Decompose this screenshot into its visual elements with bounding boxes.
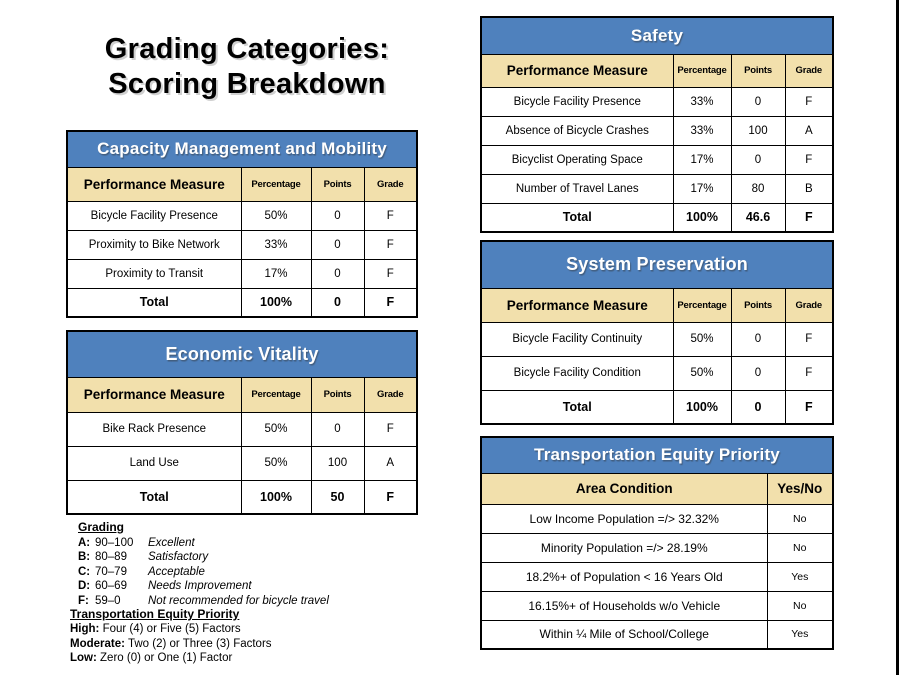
cell-grade: F [364, 259, 417, 288]
cell-percentage: 33% [241, 230, 311, 259]
priority-label: Moderate: [70, 637, 125, 650]
legend-item [78, 550, 329, 565]
cell-grade: F [364, 412, 417, 446]
cell-condition: 16.15%+ of Households w/o Vehicle [481, 591, 767, 620]
equity-legend [70, 607, 272, 665]
cell-percentage: 17% [241, 259, 311, 288]
cell-percentage: 33% [673, 87, 731, 116]
page-title-line2: Scoring Breakdown [108, 68, 386, 100]
table-row [481, 322, 833, 356]
total-row [481, 390, 833, 424]
grade-desc: Acceptable [148, 565, 205, 578]
equity-priority-table [480, 436, 834, 650]
cell-grade: F [364, 201, 417, 230]
cell-measure: Proximity to Transit [67, 259, 241, 288]
column-header: Yes/No [767, 473, 833, 504]
column-header: Points [311, 377, 364, 412]
table-row [67, 412, 417, 446]
cell-yes-no: Yes [767, 562, 833, 591]
cell-measure: Total [67, 288, 241, 317]
cell-percentage: 100% [241, 480, 311, 514]
cell-grade: F [785, 203, 833, 232]
column-header: Performance Measure [481, 288, 673, 322]
cell-points: 0 [731, 390, 785, 424]
table-title-band: System Preservation [481, 241, 833, 288]
legend-item [70, 637, 272, 651]
table-row [481, 87, 833, 116]
cell-yes-no: Yes [767, 620, 833, 649]
table-row [67, 201, 417, 230]
cell-measure: Total [481, 203, 673, 232]
cell-measure: Bicycle Facility Continuity [481, 322, 673, 356]
cell-yes-no: No [767, 591, 833, 620]
grade-range: 59–0 [95, 594, 121, 607]
cell-points: 0 [731, 322, 785, 356]
cell-measure: Land Use [67, 446, 241, 480]
cell-measure: Number of Travel Lanes [481, 174, 673, 203]
cell-points: 0 [731, 145, 785, 174]
column-header: Performance Measure [67, 167, 241, 201]
table-row [481, 591, 833, 620]
grade-range: 70–79 [95, 565, 127, 578]
cell-percentage: 100% [673, 390, 731, 424]
cell-points: 0 [311, 412, 364, 446]
table-row [481, 174, 833, 203]
cell-percentage: 100% [673, 203, 731, 232]
table-row [481, 620, 833, 649]
legend-item [78, 536, 329, 551]
safety-table [480, 16, 834, 233]
grading-legend [78, 520, 329, 609]
column-header: Percentage [673, 54, 731, 87]
capacity-table [66, 130, 418, 318]
cell-measure: Absence of Bicycle Crashes [481, 116, 673, 145]
cell-measure: Total [481, 390, 673, 424]
cell-points: 0 [731, 87, 785, 116]
cell-points: 0 [311, 288, 364, 317]
column-header: Area Condition [481, 473, 767, 504]
column-header: Grade [364, 377, 417, 412]
cell-condition: 18.2%+ of Population < 16 Years Old [481, 562, 767, 591]
column-header: Performance Measure [481, 54, 673, 87]
cell-percentage: 50% [241, 412, 311, 446]
cell-measure: Bicycle Facility Condition [481, 356, 673, 390]
legend-item [78, 565, 329, 580]
system-preservation-table [480, 240, 834, 425]
table-row [481, 356, 833, 390]
cell-grade: F [364, 480, 417, 514]
cell-grade: A [785, 116, 833, 145]
grade-desc: Needs Improvement [148, 580, 252, 593]
page-title-line1: Grading Categories: [104, 33, 390, 65]
table-title-band: Safety [481, 17, 833, 54]
cell-percentage: 17% [673, 174, 731, 203]
column-header: Grade [785, 288, 833, 322]
table-row [481, 116, 833, 145]
cell-points: 46.6 [731, 203, 785, 232]
table-row [67, 259, 417, 288]
grade-range: 60–69 [95, 580, 127, 593]
cell-measure: Bike Rack Presence [67, 412, 241, 446]
page-title [32, 32, 462, 102]
column-header: Percentage [241, 167, 311, 201]
cell-grade: F [785, 390, 833, 424]
grade-letter: F: [78, 594, 89, 607]
cell-points: 0 [311, 259, 364, 288]
legend-item [70, 622, 272, 636]
legend-item [70, 651, 272, 665]
total-row [481, 203, 833, 232]
cell-measure: Proximity to Bike Network [67, 230, 241, 259]
column-header: Points [311, 167, 364, 201]
grade-letter: A: [78, 536, 91, 549]
table-row [481, 562, 833, 591]
grade-range: 90–100 [95, 536, 134, 549]
cell-percentage: 17% [673, 145, 731, 174]
total-row [67, 288, 417, 317]
table-title-band: Capacity Management and Mobility [67, 131, 417, 167]
cell-percentage: 50% [673, 322, 731, 356]
cell-points: 0 [311, 230, 364, 259]
cell-measure: Bicycle Facility Presence [481, 87, 673, 116]
grading-legend-heading: Grading [78, 520, 125, 534]
column-header: Points [731, 288, 785, 322]
cell-grade: F [364, 288, 417, 317]
legend-item [78, 579, 329, 594]
cell-points: 0 [731, 356, 785, 390]
cell-measure: Total [67, 480, 241, 514]
cell-percentage: 50% [241, 446, 311, 480]
table-title-band: Economic Vitality [67, 331, 417, 377]
grade-letter: B: [78, 551, 91, 564]
column-header: Points [731, 54, 785, 87]
cell-points: 50 [311, 480, 364, 514]
cell-measure: Bicyclist Operating Space [481, 145, 673, 174]
slide-right-border [896, 0, 899, 675]
priority-text: Four (4) or Five (5) Factors [102, 623, 241, 636]
table-title-band: Transportation Equity Priority [481, 437, 833, 473]
cell-grade: F [785, 145, 833, 174]
cell-condition: Within ¼ Mile of School/College [481, 620, 767, 649]
table-row [67, 446, 417, 480]
economic-table [66, 330, 418, 515]
cell-percentage: 33% [673, 116, 731, 145]
priority-label: Low: [70, 651, 97, 664]
cell-points: 100 [311, 446, 364, 480]
cell-grade: F [364, 230, 417, 259]
column-header: Grade [785, 54, 833, 87]
grade-desc: Satisfactory [148, 551, 209, 564]
cell-measure: Bicycle Facility Presence [67, 201, 241, 230]
priority-text: Two (2) or Three (3) Factors [127, 637, 272, 650]
cell-condition: Minority Population =/> 28.19% [481, 533, 767, 562]
priority-label: High: [70, 623, 100, 636]
table-row [481, 145, 833, 174]
grade-desc: Not recommended for bicycle travel [148, 594, 329, 607]
table-row [481, 504, 833, 533]
cell-percentage: 50% [673, 356, 731, 390]
column-header: Performance Measure [67, 377, 241, 412]
column-header: Grade [364, 167, 417, 201]
column-header: Percentage [241, 377, 311, 412]
cell-condition: Low Income Population =/> 32.32% [481, 504, 767, 533]
cell-percentage: 50% [241, 201, 311, 230]
cell-points: 100 [731, 116, 785, 145]
total-row [67, 480, 417, 514]
cell-grade: F [785, 356, 833, 390]
priority-text: Zero (0) or One (1) Factor [100, 651, 233, 664]
cell-points: 80 [731, 174, 785, 203]
grade-letter: D: [78, 580, 91, 593]
grade-letter: C: [78, 565, 91, 578]
grade-desc: Excellent [148, 536, 195, 549]
cell-percentage: 100% [241, 288, 311, 317]
column-header: Percentage [673, 288, 731, 322]
equity-legend-heading: Transportation Equity Priority [70, 607, 240, 621]
cell-yes-no: No [767, 504, 833, 533]
cell-grade: A [364, 446, 417, 480]
cell-grade: F [785, 322, 833, 356]
grade-range: 80–89 [95, 551, 127, 564]
table-row [67, 230, 417, 259]
table-row [481, 533, 833, 562]
cell-grade: B [785, 174, 833, 203]
cell-yes-no: No [767, 533, 833, 562]
cell-points: 0 [311, 201, 364, 230]
cell-grade: F [785, 87, 833, 116]
